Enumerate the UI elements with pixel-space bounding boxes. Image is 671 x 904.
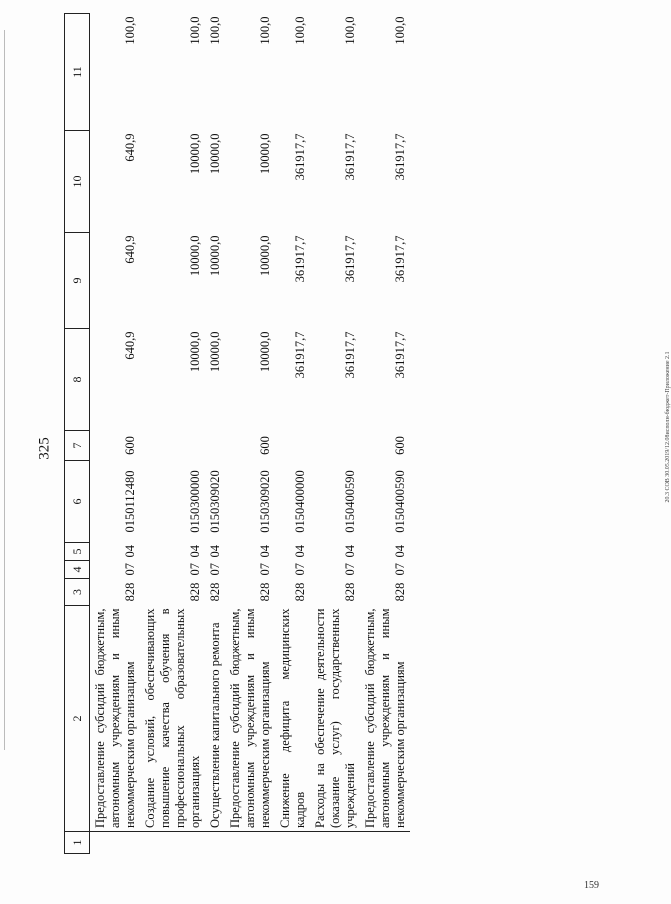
- cell-gl: 828: [293, 582, 307, 602]
- cell-csr: 0150300000: [188, 470, 202, 533]
- cell-gl: 828: [393, 582, 407, 602]
- cell-pr: 04: [208, 545, 222, 558]
- cell-col9: 640,9: [123, 235, 137, 264]
- cell-c1: [360, 832, 410, 854]
- cell-col9: 10000,0: [188, 235, 202, 277]
- cell-csr: 0150309020: [258, 470, 272, 533]
- cell-name: Предоставление субсидий бюджетным, автономным учреждениям и иным некоммерческим организациям: [360, 606, 410, 832]
- cell-csr: 0150400590: [343, 470, 357, 533]
- table-row: [90, 14, 141, 854]
- cell-pr: 04: [188, 545, 202, 558]
- cell-col10: 361917,7: [293, 133, 307, 181]
- corner-note: 159: [584, 880, 599, 891]
- table-row: [310, 14, 360, 854]
- cell-col9: 361917,7: [293, 235, 307, 283]
- cell-vr: 600: [393, 436, 407, 455]
- cell-col8: 640,9: [123, 331, 137, 360]
- cell-rz: 07: [123, 563, 137, 576]
- cell-name: Предоставление субсидий бюджетным, автономным учреждениям и иным некоммерческим организациям: [225, 606, 275, 832]
- cell-col10: 10000,0: [208, 133, 222, 175]
- table-row: [225, 14, 275, 854]
- cell-col8: 361917,7: [343, 331, 357, 379]
- cell-col8: 10000,0: [258, 331, 272, 373]
- cell-vr: [275, 431, 310, 461]
- table-row: [360, 14, 410, 854]
- cell-col11: 100,0: [343, 16, 357, 45]
- cell-col11: 100,0: [188, 16, 202, 45]
- cell-name: Осуществление капитального ремонта: [205, 606, 225, 832]
- cell-vr: 600: [123, 436, 137, 455]
- cell-csr: 0150112480: [123, 470, 137, 533]
- cell-pr: 04: [123, 545, 137, 558]
- cell-col11: 100,0: [208, 16, 222, 45]
- cell-name: Предоставление субсидий бюджетным, автономным учреждениям и иным некоммерческим организациям: [90, 606, 141, 832]
- cell-c1: [205, 832, 225, 854]
- cell-gl: 828: [208, 582, 222, 602]
- col-header: 6: [65, 461, 90, 543]
- cell-col10: 10000,0: [258, 133, 272, 175]
- cell-col10: 640,9: [123, 133, 137, 162]
- cell-name: Создание условий, обеспечивающих повышение качества обучения в профессиональных образовательных организациях: [140, 606, 205, 832]
- col-header: 3: [65, 579, 90, 606]
- col-header: 8: [65, 329, 90, 431]
- cell-rz: 07: [393, 563, 407, 576]
- table-row: [275, 14, 310, 854]
- cell-vr: [310, 431, 360, 461]
- cell-rz: 07: [343, 563, 357, 576]
- page-number: 325: [36, 437, 53, 460]
- cell-gl: 828: [123, 582, 137, 602]
- cell-col9: 10000,0: [258, 235, 272, 277]
- col-header: 9: [65, 233, 90, 329]
- cell-rz: 07: [293, 563, 307, 576]
- cell-name: Снижение дефицита медицинских кадров: [275, 606, 310, 832]
- scan-edge-line: [4, 30, 5, 750]
- cell-c1: [140, 832, 205, 854]
- col-header: 4: [65, 561, 90, 579]
- header-row: [65, 14, 90, 854]
- col-header: 2: [65, 606, 90, 832]
- table-row: [140, 14, 205, 854]
- cell-col9: 361917,7: [393, 235, 407, 283]
- cell-rz: 07: [188, 563, 202, 576]
- cell-gl: 828: [258, 582, 272, 602]
- cell-col10: 361917,7: [393, 133, 407, 181]
- budget-table: [64, 13, 410, 854]
- col-header: 1: [65, 832, 90, 854]
- rotated-table-wrapper: [64, 16, 600, 854]
- cell-csr: 0150309020: [208, 470, 222, 533]
- cell-gl: 828: [343, 582, 357, 602]
- cell-col8: 361917,7: [393, 331, 407, 379]
- footer-note: 20.3 СОВ 30.05.2019/12.08исполн-бюджет-Приложение 2.1: [665, 351, 671, 503]
- cell-name: Расходы на обеспечение деятельности (оказание услуг) государственных учреждений: [310, 606, 360, 832]
- cell-c1: [225, 832, 275, 854]
- cell-vr: [140, 431, 205, 461]
- cell-col8: 10000,0: [188, 331, 202, 373]
- col-header: 10: [65, 131, 90, 233]
- cell-col11: 100,0: [293, 16, 307, 45]
- cell-col11: 100,0: [258, 16, 272, 45]
- cell-col9: 361917,7: [343, 235, 357, 283]
- cell-col10: 10000,0: [188, 133, 202, 175]
- cell-gl: 828: [188, 582, 202, 602]
- cell-c1: [275, 832, 310, 854]
- col-header: 5: [65, 543, 90, 561]
- cell-col8: 10000,0: [208, 331, 222, 373]
- cell-col8: 361917,7: [293, 331, 307, 379]
- cell-pr: 04: [293, 545, 307, 558]
- cell-col9: 10000,0: [208, 235, 222, 277]
- cell-col11: 100,0: [393, 16, 407, 45]
- cell-pr: 04: [258, 545, 272, 558]
- col-header: 11: [65, 14, 90, 131]
- table-row: [205, 14, 225, 854]
- cell-pr: 04: [393, 545, 407, 558]
- cell-c1: [90, 832, 141, 854]
- cell-c1: [310, 832, 360, 854]
- cell-csr: 0150400000: [293, 470, 307, 533]
- col-header: 7: [65, 431, 90, 461]
- cell-col10: 361917,7: [343, 133, 357, 181]
- cell-col11: 100,0: [123, 16, 137, 45]
- cell-vr: [205, 431, 225, 461]
- cell-csr: 0150400590: [393, 470, 407, 533]
- cell-rz: 07: [258, 563, 272, 576]
- cell-vr: 600: [258, 436, 272, 455]
- cell-pr: 04: [343, 545, 357, 558]
- cell-rz: 07: [208, 563, 222, 576]
